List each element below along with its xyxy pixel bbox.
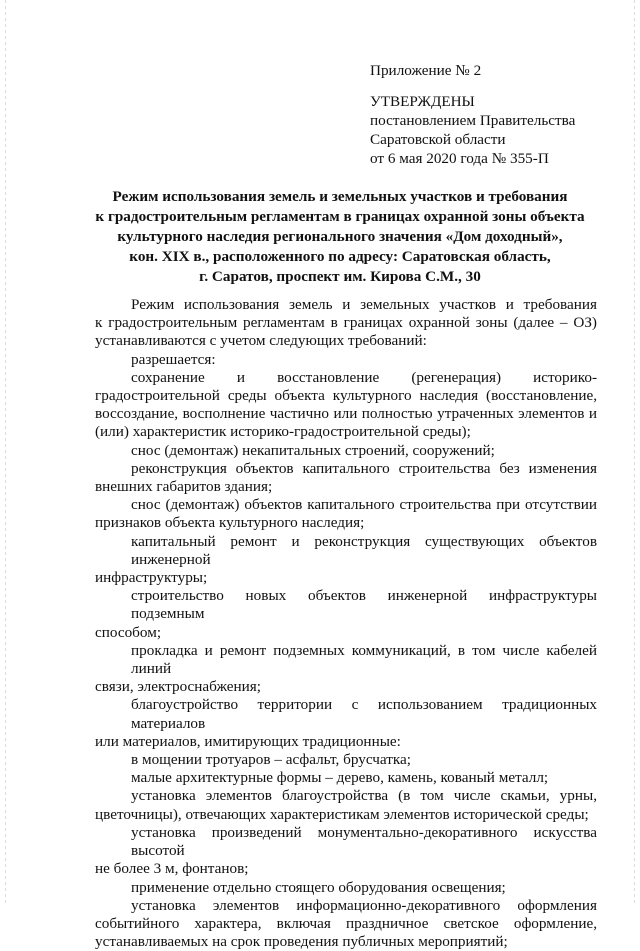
- paragraph-continuation: градостроительной среды объекта культурного наследия (восстановление, воссоздание, восполнение частично или полностью утраченных элементов и (или) характеристик историко-градостроительной среды);: [95, 387, 597, 441]
- body-paragraph: [95, 769, 597, 787]
- body-paragraph: [95, 442, 597, 460]
- paragraph-first-line: в мощении тротуаров – асфальт, брусчатка;: [131, 751, 411, 769]
- paragraph-first-line: капитальный ремонт и реконструкция существующих объектов инженерной: [131, 532, 597, 568]
- body-paragraph: [95, 369, 597, 442]
- approval-line: постановлением Правительства: [370, 112, 576, 129]
- paragraph-continuation: цветочницы), отвечающих характеристикам элементов исторической среды;: [95, 805, 589, 823]
- body-paragraph: [95, 460, 597, 496]
- paragraph-first-line: сохранение и восстановление (регенерация) историко-: [131, 368, 597, 386]
- body-paragraph: [95, 351, 597, 369]
- paragraph-continuation: способом;: [95, 623, 162, 641]
- title-line: к градостроительным регламентам в границах охранной зоны объекта: [95, 208, 585, 225]
- approval-line: Саратовской области: [370, 131, 506, 148]
- title-line: кон. XIX в., расположенного по адресу: Саратовская область,: [129, 248, 551, 265]
- paragraph-first-line: установка элементов информационно-декоративного оформления: [131, 896, 597, 914]
- body-paragraph: [95, 751, 597, 769]
- title-line: г. Саратов, проспект им. Кирова С.М., 30: [199, 268, 481, 285]
- document-body: [95, 296, 597, 951]
- paragraph-continuation: инфраструктуры;: [95, 569, 208, 587]
- approval-heading: УТВЕРЖДЕНЫ: [370, 93, 475, 110]
- paragraph-first-line: строительство новых объектов инженерной инфраструктуры подземным: [131, 587, 597, 623]
- appendix-number: Приложение № 2: [370, 62, 482, 79]
- paragraph-first-line: применение отдельно стоящего оборудования освещения;: [131, 878, 506, 896]
- approval-line: от 6 мая 2020 года № 355-П: [370, 150, 549, 167]
- paragraph-first-line: благоустройство территории с использованием традиционных материалов: [131, 696, 597, 732]
- paragraph-first-line: снос (демонтаж) объектов капитального строительства при отсутствии: [131, 496, 597, 514]
- scan-edge-left: [5, 0, 6, 905]
- body-paragraph: [95, 642, 597, 697]
- paragraph-first-line: установка произведений монументально-декоративного искусства высотой: [131, 823, 597, 860]
- approval-block: [370, 61, 575, 168]
- paragraph-first-line: установка элементов благоустройства (в том числе скамьи, урны,: [131, 787, 597, 805]
- paragraph-first-line: реконструкция объектов капитального строительства без изменения: [131, 459, 597, 477]
- body-paragraph: [95, 787, 597, 823]
- title-line: культурного наследия регионального значения «Дом доходный»,: [117, 228, 563, 245]
- paragraph-first-line: прокладка и ремонт подземных коммуникаций, в том числе кабелей линий: [131, 641, 597, 678]
- paragraph-continuation: к градостроительным регламентам в границах охранной зоны (далее – ОЗ) устанавливаются с учетом следующих требований:: [95, 314, 597, 350]
- paragraph-first-line: снос (демонтаж) некапитальных строений, сооружений;: [131, 441, 495, 459]
- paragraph-first-line: малые архитектурные формы – дерево, камень, кованый металл;: [131, 769, 549, 787]
- paragraph-continuation: не более 3 м, фонтанов;: [95, 860, 249, 878]
- body-paragraph: [95, 496, 597, 532]
- title-line: Режим использования земель и земельных участков и требования: [112, 188, 568, 205]
- body-paragraph: [95, 696, 597, 751]
- paragraph-continuation: или материалов, имитирующих традиционные:: [95, 732, 401, 750]
- document-title: [40, 187, 640, 287]
- paragraph-first-line: Режим использования земель и земельных участков и требования: [131, 296, 597, 313]
- paragraph-first-line: разрешается:: [131, 350, 216, 368]
- body-paragraph: [95, 879, 597, 897]
- paragraph-continuation: связи, электроснабжения;: [95, 678, 262, 696]
- paragraph-continuation: событийного характера, включая праздничное светское оформление, устанавливаемых на срок проведения публичных мероприятий;: [95, 914, 597, 951]
- body-paragraph: [95, 533, 597, 588]
- body-paragraph: [95, 824, 597, 879]
- scan-edge-right: [634, 0, 635, 905]
- body-paragraph: [95, 296, 597, 351]
- paragraph-continuation: признаков объекта культурного наследия;: [95, 514, 365, 532]
- paragraph-continuation: внешних габаритов здания;: [95, 478, 273, 496]
- body-paragraph: [95, 587, 597, 642]
